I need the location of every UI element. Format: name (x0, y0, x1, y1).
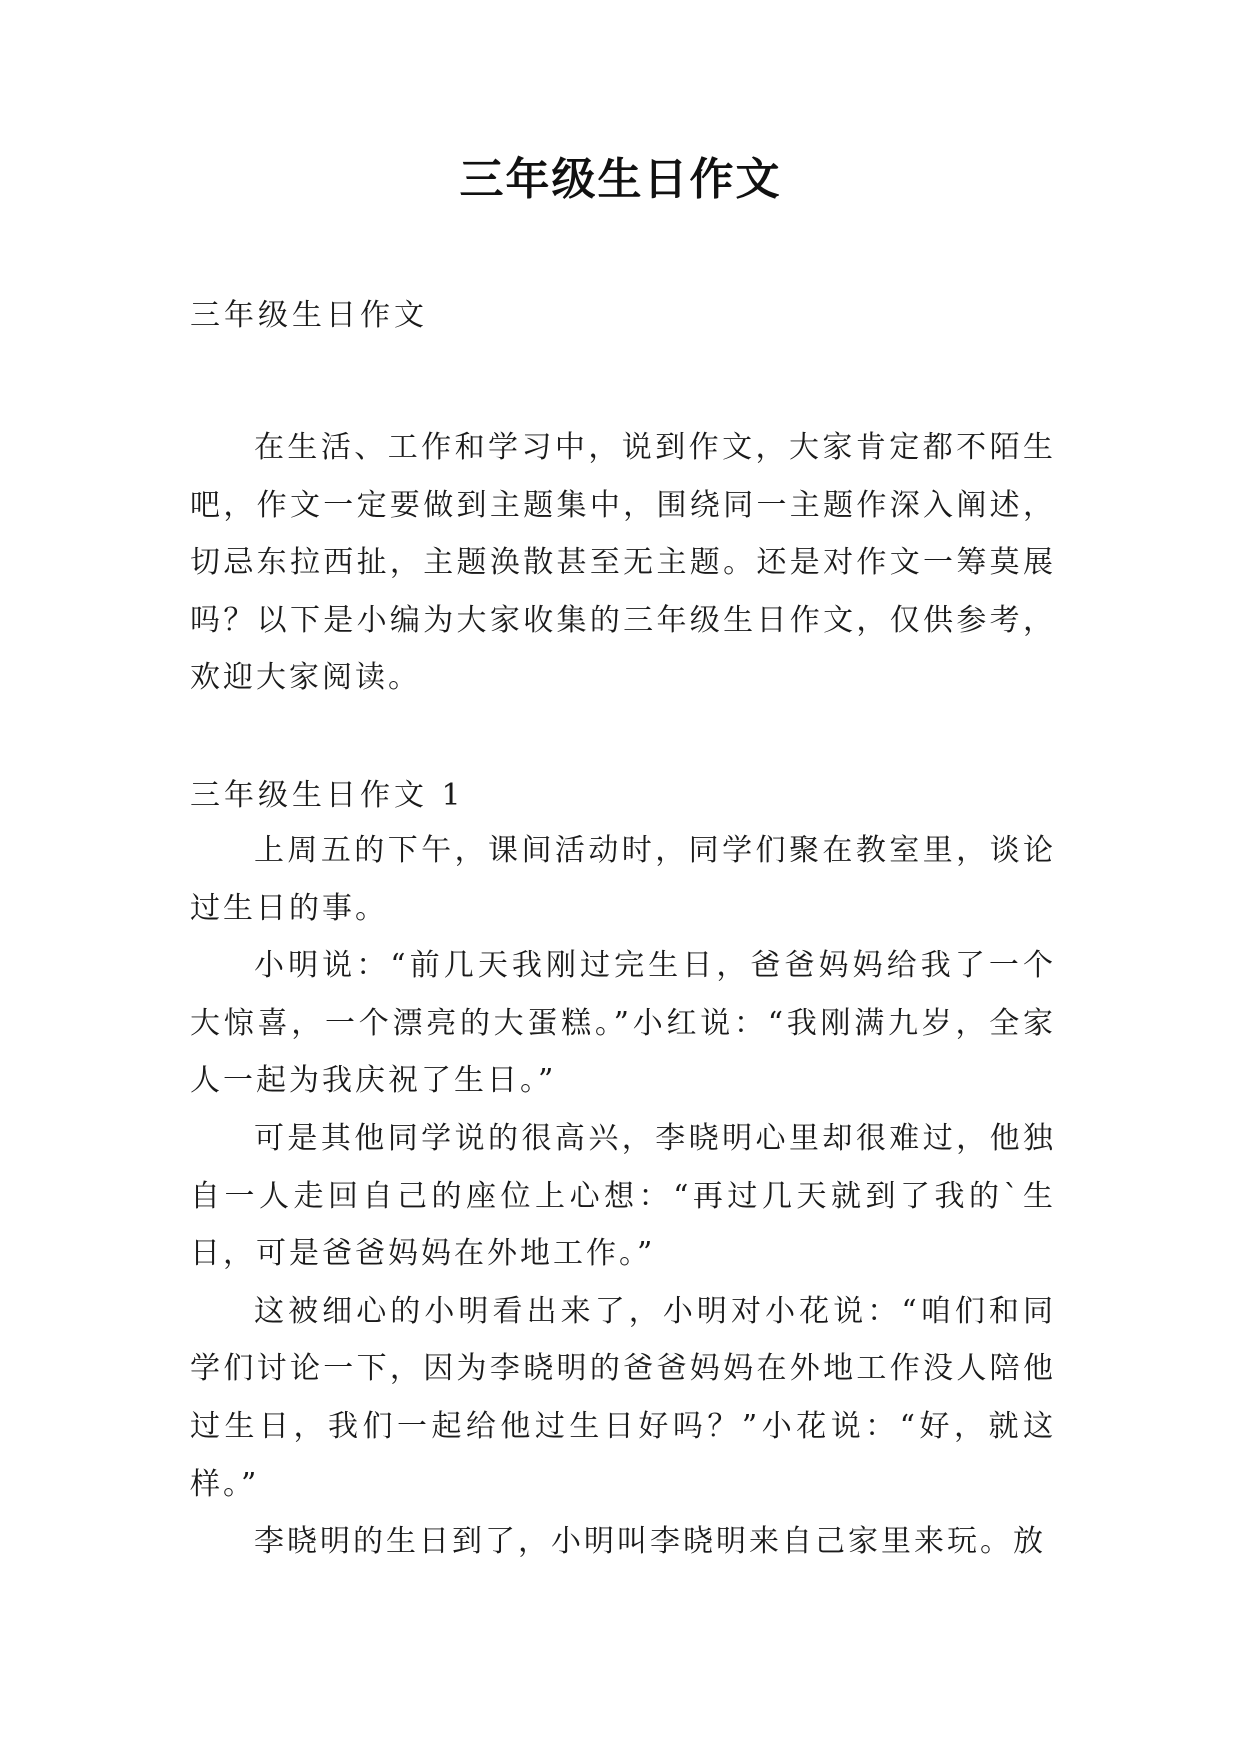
document-body (190, 290, 1056, 1571)
body-paragraph: 上周五的下午，课间活动时，同学们聚在教室里，谈论过生日的事。 (190, 832, 1056, 926)
document-subtitle: 三年级生日作文 (190, 298, 428, 333)
body-paragraph: 可是其他同学说的很高兴，李晓明心里却很难过，他独自一人走回自己的座位上心想：“再过几天就到了我的`生日，可是爸爸妈妈在外地工作。” (190, 1120, 1056, 1272)
intro-paragraph: 在生活、工作和学习中，说到作文，大家肯定都不陌生吧，作文一定要做到主题集中，围绕同一主题作深入阐述，切忌东拉西扯，主题涣散甚至无主题。还是对作文一筹莫展吗？以下是小编为大家收集的三年级生日作文，仅供参考，欢迎大家阅读。 (190, 430, 1056, 696)
body-paragraph: 李晓明的生日到了，小明叫李晓明来自己家里来玩。放 (254, 1524, 1046, 1560)
document-title: 三年级生日作文 (459, 154, 782, 205)
body-paragraph: 小明说：“前几天我刚过完生日，爸爸妈妈给我了一个大惊喜，一个漂亮的大蛋糕。”小红说：“我刚满九岁，全家人一起为我庆祝了生日。” (190, 948, 1056, 1099)
spacer (190, 342, 1056, 419)
body-paragraph: 这被细心的小明看出来了，小明对小花说：“咱们和同学们讨论一下，因为李晓明的爸爸妈妈在外地工作没人陪他过生日，我们一起给他过生日好吗？”小花说：“好，就这样。” (190, 1293, 1056, 1502)
spacer (190, 707, 1056, 770)
section-heading: 三年级生日作文 1 (190, 777, 465, 813)
